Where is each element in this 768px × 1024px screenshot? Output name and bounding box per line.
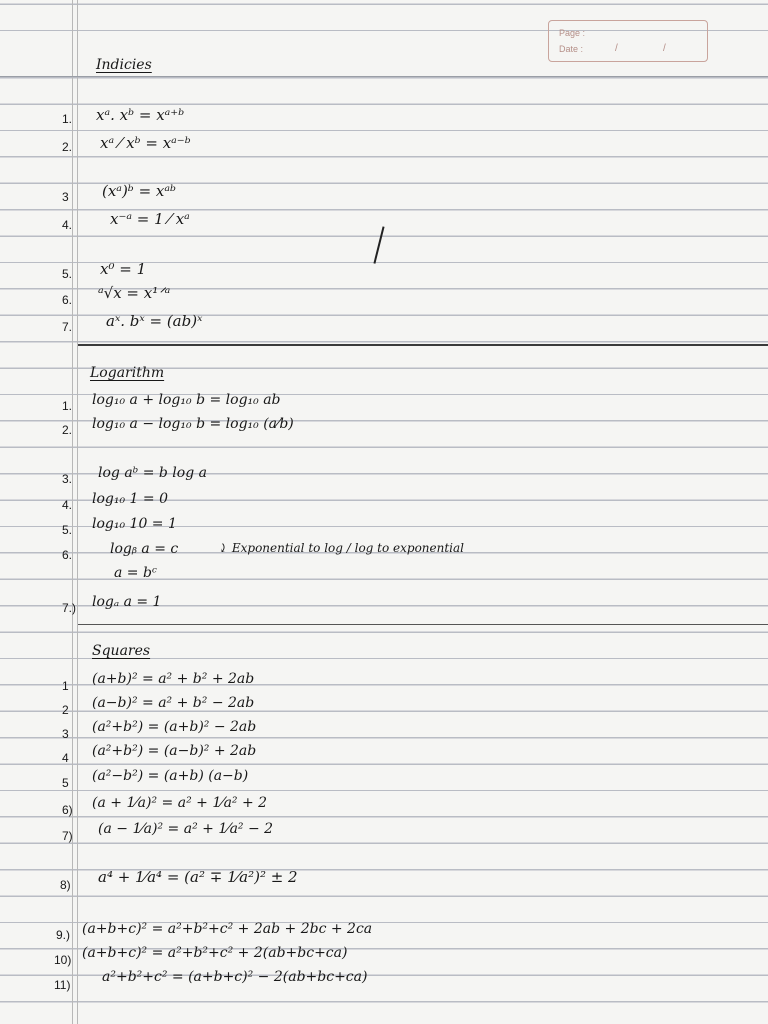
- sq-num-3: 3: [62, 727, 69, 741]
- indices-formula-4: x⁻ᵃ = 1 ⁄ xᵃ: [110, 210, 190, 228]
- sq-num-10: 10): [54, 953, 72, 967]
- section-divider-2: [78, 624, 768, 625]
- sq-num-8: 8): [60, 878, 71, 892]
- indices-num-2: 2.: [62, 140, 73, 154]
- sq-num-1: 1: [62, 679, 69, 693]
- sq-num-2: 2: [62, 703, 69, 717]
- indices-num-4: 4.: [62, 218, 73, 232]
- sq-num-7: 7): [62, 829, 73, 843]
- indices-num-7: 7.: [62, 320, 73, 334]
- sq-formula-7: (a − 1⁄a)² = a² + 1⁄a² − 2: [98, 821, 274, 837]
- date-slash-2: /: [663, 43, 666, 54]
- indices-num-5: 5.: [62, 267, 73, 281]
- sq-num-4: 4: [62, 751, 69, 765]
- log-formula-5: log₁₀ 10 = 1: [92, 516, 177, 532]
- indices-num-6: 6.: [62, 293, 73, 307]
- indices-num-1: 1.: [62, 112, 73, 126]
- sq-formula-3: (a²+b²) = (a+b)² − 2ab: [92, 719, 257, 735]
- log-num-2: 2.: [62, 423, 73, 437]
- date-label: Date :: [559, 44, 584, 54]
- log-formula-6b: a = bᶜ: [114, 565, 157, 581]
- sq-formula-2: (a−b)² = a² + b² − 2ab: [92, 695, 255, 711]
- indices-num-3: 3: [62, 190, 69, 204]
- margin-line-left: [72, 0, 73, 1024]
- sq-num-9: 9.): [56, 928, 71, 942]
- log-note-6: ⤸ Exponential to log / log to exponential: [218, 541, 465, 555]
- log-formula-3: log aᵇ = b log a: [98, 465, 207, 481]
- indices-formula-6: ᵃ√x = x¹ᐟᵃ: [98, 284, 171, 302]
- margin-line-right: [77, 0, 78, 1024]
- log-num-3: 3.: [62, 472, 73, 486]
- log-formula-2: log₁₀ a − log₁₀ b = log₁₀ (a⁄b): [92, 416, 294, 432]
- logarithm-heading: Logarithm: [90, 365, 165, 381]
- sq-formula-1: (a+b)² = a² + b² + 2ab: [92, 671, 255, 687]
- top-rule: [0, 76, 768, 77]
- pen-stroke: [373, 226, 384, 263]
- indices-heading: Indicies: [96, 57, 152, 73]
- sq-formula-9: (a+b+c)² = a²+b²+c² + 2ab + 2bc + 2ca: [82, 921, 373, 937]
- squares-heading: Squares: [92, 643, 151, 659]
- section-divider-1: [78, 344, 768, 346]
- page-label: Page :: [559, 28, 586, 38]
- log-formula-1: log₁₀ a + log₁₀ b = log₁₀ ab: [92, 392, 281, 408]
- page-date-box: [548, 20, 708, 62]
- sq-num-6: 6): [62, 803, 73, 817]
- indices-formula-2: xᵃ ⁄ xᵇ = xᵃ⁻ᵇ: [100, 134, 191, 152]
- indices-formula-3: (xᵃ)ᵇ = xᵃᵇ: [102, 182, 176, 200]
- sq-formula-6: (a + 1⁄a)² = a² + 1⁄a² + 2: [92, 795, 268, 811]
- sq-formula-5: (a²−b²) = (a+b) (a−b): [92, 768, 249, 784]
- indices-formula-1: xᵃ. xᵇ = xᵃ⁺ᵇ: [96, 106, 185, 124]
- log-formula-7: logₐ a = 1: [92, 594, 162, 610]
- log-num-6: 6.: [62, 548, 73, 562]
- indices-formula-7: aˣ. bˣ = (ab)ˣ: [106, 312, 203, 330]
- log-formula-4: log₁₀ 1 = 0: [92, 491, 168, 507]
- date-slash-1: /: [615, 43, 618, 54]
- indices-formula-5: x⁰ = 1: [100, 260, 147, 278]
- log-num-5: 5.: [62, 523, 73, 537]
- log-num-7: 7.): [62, 601, 77, 615]
- sq-formula-4: (a²+b²) = (a−b)² + 2ab: [92, 743, 257, 759]
- sq-formula-11: a²+b²+c² = (a+b+c)² − 2(ab+bc+ca): [102, 969, 368, 985]
- log-formula-6: logᵦ a = c: [110, 541, 179, 557]
- sq-formula-10: (a+b+c)² = a²+b²+c² + 2(ab+bc+ca): [82, 945, 348, 961]
- log-num-1: 1.: [62, 399, 73, 413]
- log-num-4: 4.: [62, 498, 73, 512]
- sq-num-11: 11): [54, 978, 71, 992]
- sq-formula-8: a⁴ + 1⁄a⁴ = (a² ∓ 1⁄a²)² ± 2: [98, 868, 298, 886]
- sq-num-5: 5: [62, 776, 69, 790]
